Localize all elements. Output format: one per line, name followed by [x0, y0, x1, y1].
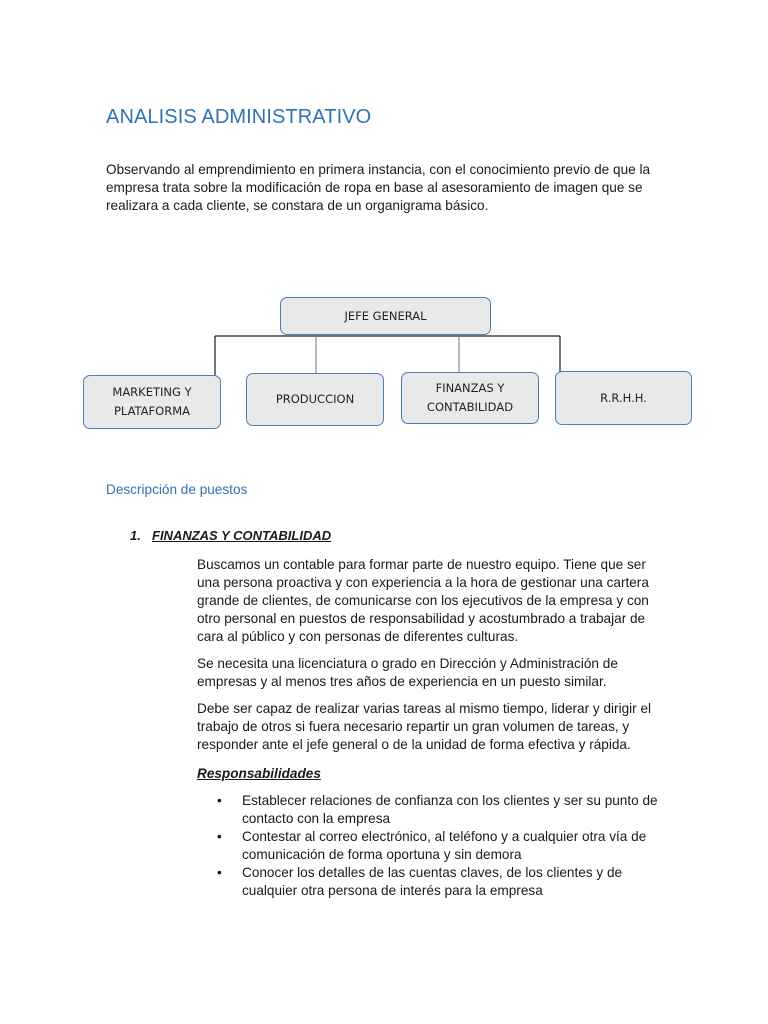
org-node-finanzas-line1: FINANZAS Y	[435, 381, 505, 395]
document-title: ANALISIS ADMINISTRATIVO	[106, 106, 372, 128]
list-item: • Conocer los detalles de las cuentas claves, de los clientes y de cualquier otra persona de interés para la empresa	[242, 864, 667, 900]
org-node-jefe-general-label: JEFE GENERAL	[344, 308, 427, 323]
org-node-rrhh	[555, 371, 692, 425]
org-node-jefe-general	[280, 297, 491, 335]
descripcion-heading: Descripción de puestos	[106, 482, 248, 497]
org-node-marketing	[83, 375, 221, 429]
org-node-rrhh-label: R.R.H.H.	[600, 390, 647, 405]
intro-paragraph	[106, 161, 676, 215]
section-number: 1.	[130, 528, 141, 543]
org-node-finanzas-line2: CONTABILIDAD	[426, 400, 514, 414]
section-title: FINANZAS Y CONTABILIDAD	[152, 528, 332, 543]
section-body	[197, 556, 667, 900]
intro-text: Observando al emprendimiento en primera instancia, con el conocimiento previo de que la empresa trata sobre la modificación de ropa en base al asesoramiento de imagen que se realizara a cada cliente, se constara de un organigrama básico.	[106, 162, 651, 213]
org-node-produccion-label: PRODUCCION	[275, 392, 355, 406]
responsabilidades-title: Responsabilidades	[197, 766, 321, 781]
responsabilidades-list	[197, 792, 667, 900]
list-item: • Contestar al correo electrónico, al teléfono y a cualquier otra vía de comunicación de forma oportuna y sin demora	[242, 828, 667, 864]
list-item: • Establecer relaciones de confianza con los clientes y ser su punto de contacto con la empresa	[242, 792, 667, 828]
org-node-produccion	[246, 373, 384, 426]
paragraph: Buscamos un contable para formar parte de nuestro equipo. Tiene que ser una persona proactiva y con experiencia a la hora de gestionar una cartera grande de clientes, de comunicarse con los ejecutivos de la empresa y con otro personal en puestos de responsabilidad y acostumbrado a trabajar de cara al público y con personas de diferentes culturas.	[197, 557, 649, 644]
section-heading	[130, 528, 331, 543]
paragraph: Se necesita una licenciatura o grado en Dirección y Administración de empresas y al menos tres años de experiencia en un puesto similar.	[197, 656, 618, 689]
org-node-finanzas	[401, 372, 539, 424]
org-node-marketing-line1: MARKETING Y	[112, 385, 192, 399]
paragraph: Debe ser capaz de realizar varias tareas al mismo tiempo, liderar y dirigir el trabajo de otros si fuera necesario repartir un gran volumen de tareas, y responder ante el jefe general o de la unidad de forma efectiva y rápida.	[197, 701, 652, 752]
org-node-marketing-line2: PLATAFORMA	[113, 404, 190, 418]
